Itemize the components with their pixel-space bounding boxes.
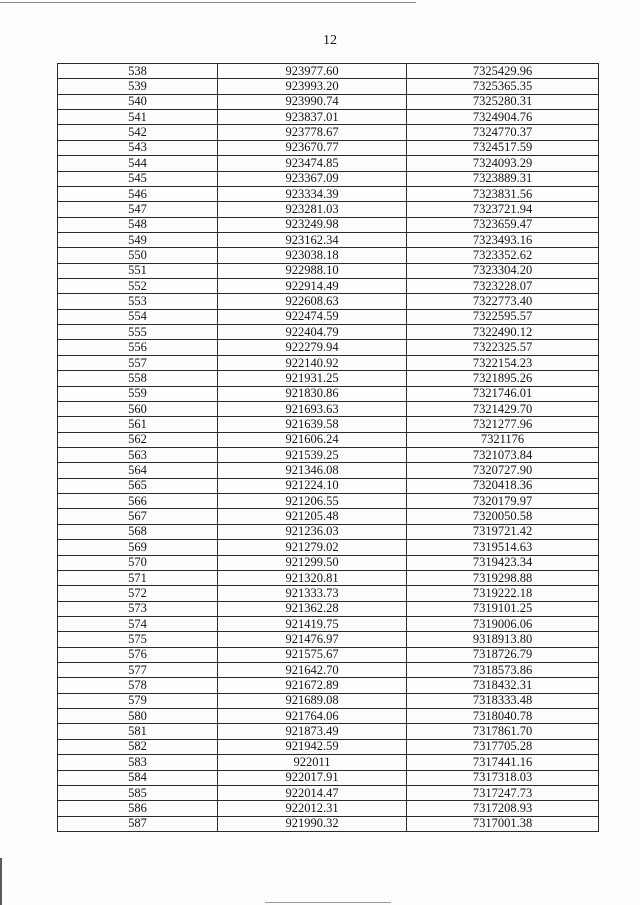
- coordinate-y-cell: 7319514.63: [407, 540, 599, 555]
- coordinate-y-cell: 7323352.62: [407, 248, 599, 263]
- coordinate-y-cell: 7321176: [407, 432, 599, 447]
- number-cell: 587: [58, 816, 218, 831]
- table-row: [58, 524, 599, 539]
- number-cell: 548: [58, 217, 218, 232]
- coordinate-x-cell: 921672.89: [218, 678, 407, 693]
- table-row: [58, 217, 599, 232]
- number-cell: 573: [58, 601, 218, 616]
- number-cell: 546: [58, 186, 218, 201]
- number-cell: 577: [58, 663, 218, 678]
- table-row: [58, 340, 599, 355]
- coordinate-y-cell: 7323304.20: [407, 263, 599, 278]
- table-row: [58, 801, 599, 816]
- coordinate-y-cell: 9318913.80: [407, 632, 599, 647]
- number-cell: 555: [58, 325, 218, 340]
- number-cell: 543: [58, 140, 218, 155]
- table-row: [58, 601, 599, 616]
- coordinate-x-cell: 921639.58: [218, 417, 407, 432]
- table-row: [58, 770, 599, 785]
- table-row: [58, 186, 599, 201]
- coordinate-x-cell: 921575.67: [218, 647, 407, 662]
- coordinate-x-cell: 921539.25: [218, 447, 407, 462]
- coordinate-y-cell: 7323493.16: [407, 232, 599, 247]
- coordinate-y-cell: 7322154.23: [407, 355, 599, 370]
- coordinate-y-cell: 7323721.94: [407, 202, 599, 217]
- coordinate-x-cell: 921333.73: [218, 586, 407, 601]
- number-cell: 569: [58, 540, 218, 555]
- coordinate-x-cell: 921236.03: [218, 524, 407, 539]
- table-row: [58, 647, 599, 662]
- number-cell: 565: [58, 478, 218, 493]
- coordinate-y-cell: 7319423.34: [407, 555, 599, 570]
- coordinate-y-cell: 7325365.35: [407, 79, 599, 94]
- number-cell: 558: [58, 371, 218, 386]
- table-row: [58, 816, 599, 831]
- number-cell: 571: [58, 570, 218, 585]
- coordinate-y-cell: 7324904.76: [407, 110, 599, 125]
- coordinate-y-cell: 7322595.57: [407, 309, 599, 324]
- table-row: [58, 509, 599, 524]
- coordinate-y-cell: 7321073.84: [407, 447, 599, 462]
- coordinate-x-cell: 923281.03: [218, 202, 407, 217]
- coordinate-x-cell: 921689.08: [218, 693, 407, 708]
- number-cell: 585: [58, 785, 218, 800]
- coordinate-x-cell: 922017.91: [218, 770, 407, 785]
- coordinates-table: [57, 63, 599, 832]
- coordinate-x-cell: 921606.24: [218, 432, 407, 447]
- number-cell: 561: [58, 417, 218, 432]
- number-cell: 583: [58, 755, 218, 770]
- coordinate-x-cell: 921346.08: [218, 463, 407, 478]
- coordinate-y-cell: 7317247.73: [407, 785, 599, 800]
- table-row: [58, 371, 599, 386]
- coordinate-x-cell: 922012.31: [218, 801, 407, 816]
- table-row: [58, 140, 599, 155]
- coordinate-x-cell: 923993.20: [218, 79, 407, 94]
- coordinate-y-cell: 7324770.37: [407, 125, 599, 140]
- coordinate-x-cell: 921205.48: [218, 509, 407, 524]
- number-cell: 574: [58, 616, 218, 631]
- coordinate-y-cell: 7317441.16: [407, 755, 599, 770]
- number-cell: 539: [58, 79, 218, 94]
- number-cell: 559: [58, 386, 218, 401]
- coordinate-y-cell: 7324517.59: [407, 140, 599, 155]
- number-cell: 584: [58, 770, 218, 785]
- coordinate-y-cell: 7317001.38: [407, 816, 599, 831]
- table-row: [58, 678, 599, 693]
- number-cell: 552: [58, 279, 218, 294]
- coordinate-y-cell: 7322325.57: [407, 340, 599, 355]
- coordinate-y-cell: 7319006.06: [407, 616, 599, 631]
- scan-edge-line-left: [0, 858, 2, 905]
- coordinate-x-cell: 923249.98: [218, 217, 407, 232]
- coordinate-y-cell: 7321429.70: [407, 401, 599, 416]
- coordinate-y-cell: 7317861.70: [407, 724, 599, 739]
- table-row: [58, 663, 599, 678]
- table-row: [58, 693, 599, 708]
- table-row: [58, 232, 599, 247]
- number-cell: 572: [58, 586, 218, 601]
- table-row: [58, 79, 599, 94]
- number-cell: 575: [58, 632, 218, 647]
- table-row: [58, 279, 599, 294]
- number-cell: 570: [58, 555, 218, 570]
- table-row: [58, 724, 599, 739]
- number-cell: 556: [58, 340, 218, 355]
- coordinate-x-cell: 923162.34: [218, 232, 407, 247]
- coordinate-y-cell: 7318726.79: [407, 647, 599, 662]
- number-cell: 578: [58, 678, 218, 693]
- coordinate-x-cell: 922474.59: [218, 309, 407, 324]
- coordinate-x-cell: 921942.59: [218, 739, 407, 754]
- coordinate-y-cell: 7324093.29: [407, 156, 599, 171]
- coordinate-y-cell: 7318432.31: [407, 678, 599, 693]
- coordinate-x-cell: 923990.74: [218, 94, 407, 109]
- table-row: [58, 248, 599, 263]
- coordinate-y-cell: 7323889.31: [407, 171, 599, 186]
- number-cell: 551: [58, 263, 218, 278]
- table-row: [58, 263, 599, 278]
- table-row: [58, 325, 599, 340]
- number-cell: 540: [58, 94, 218, 109]
- coordinate-y-cell: 7322773.40: [407, 294, 599, 309]
- coordinate-x-cell: 921764.06: [218, 709, 407, 724]
- table-row: [58, 632, 599, 647]
- coordinate-x-cell: 921476.97: [218, 632, 407, 647]
- table-row: [58, 586, 599, 601]
- coordinate-x-cell: 923474.85: [218, 156, 407, 171]
- coordinate-x-cell: 923334.39: [218, 186, 407, 201]
- table-row: [58, 401, 599, 416]
- coordinate-x-cell: 922988.10: [218, 263, 407, 278]
- coordinate-x-cell: 923670.77: [218, 140, 407, 155]
- coordinate-y-cell: 7321895.26: [407, 371, 599, 386]
- coordinate-y-cell: 7325429.96: [407, 64, 599, 79]
- number-cell: 566: [58, 494, 218, 509]
- table-row: [58, 570, 599, 585]
- number-cell: 579: [58, 693, 218, 708]
- number-cell: 541: [58, 110, 218, 125]
- coordinate-x-cell: 921931.25: [218, 371, 407, 386]
- coordinate-y-cell: 7318333.48: [407, 693, 599, 708]
- coordinate-y-cell: 7319101.25: [407, 601, 599, 616]
- scan-edge-line-bottom: [265, 902, 391, 903]
- number-cell: 554: [58, 309, 218, 324]
- table-row: [58, 432, 599, 447]
- table-row: [58, 494, 599, 509]
- table-row: [58, 540, 599, 555]
- coordinate-x-cell: 921642.70: [218, 663, 407, 678]
- table-row: [58, 94, 599, 109]
- number-cell: 563: [58, 447, 218, 462]
- number-cell: 586: [58, 801, 218, 816]
- coordinate-x-cell: 923778.67: [218, 125, 407, 140]
- coordinate-y-cell: 7323659.47: [407, 217, 599, 232]
- coordinate-y-cell: 7319721.42: [407, 524, 599, 539]
- coordinate-x-cell: 921830.86: [218, 386, 407, 401]
- coordinate-x-cell: 922140.92: [218, 355, 407, 370]
- coordinate-x-cell: 921362.28: [218, 601, 407, 616]
- coordinate-y-cell: 7325280.31: [407, 94, 599, 109]
- table-row: [58, 110, 599, 125]
- number-cell: 582: [58, 739, 218, 754]
- table-row: [58, 171, 599, 186]
- coordinate-y-cell: 7318040.78: [407, 709, 599, 724]
- number-cell: 553: [58, 294, 218, 309]
- coordinate-x-cell: 921279.02: [218, 540, 407, 555]
- number-cell: 550: [58, 248, 218, 263]
- table-row: [58, 309, 599, 324]
- coordinate-y-cell: 7320418.36: [407, 478, 599, 493]
- number-cell: 549: [58, 232, 218, 247]
- coordinate-x-cell: 922011: [218, 755, 407, 770]
- coordinate-x-cell: 922914.49: [218, 279, 407, 294]
- coordinate-x-cell: 923837.01: [218, 110, 407, 125]
- coordinate-x-cell: 923038.18: [218, 248, 407, 263]
- table-row: [58, 294, 599, 309]
- coordinate-y-cell: 7320050.58: [407, 509, 599, 524]
- table-row: [58, 386, 599, 401]
- number-cell: 576: [58, 647, 218, 662]
- number-cell: 557: [58, 355, 218, 370]
- table-row: [58, 739, 599, 754]
- coordinate-y-cell: 7319222.18: [407, 586, 599, 601]
- number-cell: 538: [58, 64, 218, 79]
- table-row: [58, 64, 599, 79]
- coordinate-x-cell: 921419.75: [218, 616, 407, 631]
- table-row: [58, 202, 599, 217]
- coordinate-y-cell: 7318573.86: [407, 663, 599, 678]
- coordinate-x-cell: 923977.60: [218, 64, 407, 79]
- scan-edge-line-top: [0, 2, 416, 3]
- coordinates-table-body: [58, 64, 599, 832]
- coordinate-y-cell: 7320179.97: [407, 494, 599, 509]
- coordinate-y-cell: 7323228.07: [407, 279, 599, 294]
- coordinate-x-cell: 922279.94: [218, 340, 407, 355]
- coordinate-y-cell: 7317318.03: [407, 770, 599, 785]
- number-cell: 580: [58, 709, 218, 724]
- number-cell: 542: [58, 125, 218, 140]
- coordinate-y-cell: 7321746.01: [407, 386, 599, 401]
- table-row: [58, 417, 599, 432]
- table-row: [58, 125, 599, 140]
- coordinate-x-cell: 921299.50: [218, 555, 407, 570]
- number-cell: 560: [58, 401, 218, 416]
- coordinate-y-cell: 7317208.93: [407, 801, 599, 816]
- table-row: [58, 785, 599, 800]
- table-row: [58, 355, 599, 370]
- coordinate-y-cell: 7319298.88: [407, 570, 599, 585]
- table-row: [58, 755, 599, 770]
- coordinate-x-cell: 921873.49: [218, 724, 407, 739]
- coordinate-x-cell: 921990.32: [218, 816, 407, 831]
- number-cell: 562: [58, 432, 218, 447]
- number-cell: 567: [58, 509, 218, 524]
- coordinate-x-cell: 922014.47: [218, 785, 407, 800]
- table-row: [58, 447, 599, 462]
- coordinate-y-cell: 7323831.56: [407, 186, 599, 201]
- coordinate-x-cell: 923367.09: [218, 171, 407, 186]
- coordinate-y-cell: 7321277.96: [407, 417, 599, 432]
- coordinate-y-cell: 7317705.28: [407, 739, 599, 754]
- table-row: [58, 709, 599, 724]
- coordinate-x-cell: 921206.55: [218, 494, 407, 509]
- page-number: 12: [323, 33, 337, 48]
- coordinate-x-cell: 921224.10: [218, 478, 407, 493]
- coordinate-y-cell: 7320727.90: [407, 463, 599, 478]
- table-row: [58, 463, 599, 478]
- number-cell: 581: [58, 724, 218, 739]
- number-cell: 564: [58, 463, 218, 478]
- number-cell: 568: [58, 524, 218, 539]
- number-cell: 544: [58, 156, 218, 171]
- table-row: [58, 156, 599, 171]
- coordinate-x-cell: 922404.79: [218, 325, 407, 340]
- table-row: [58, 616, 599, 631]
- coordinate-y-cell: 7322490.12: [407, 325, 599, 340]
- coordinate-x-cell: 922608.63: [218, 294, 407, 309]
- number-cell: 545: [58, 171, 218, 186]
- table-row: [58, 555, 599, 570]
- coordinate-x-cell: 921320.81: [218, 570, 407, 585]
- table-row: [58, 478, 599, 493]
- number-cell: 547: [58, 202, 218, 217]
- coordinate-x-cell: 921693.63: [218, 401, 407, 416]
